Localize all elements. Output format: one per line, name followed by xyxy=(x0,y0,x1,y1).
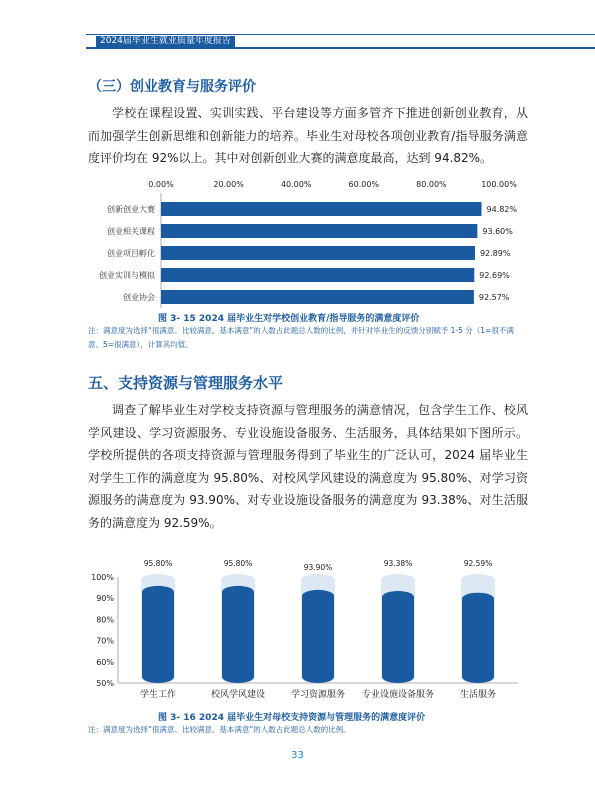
category-label: 专业设施设备服务 xyxy=(361,690,435,700)
figure-note-3-16: 注：满意度为选择“很满意、比较满意、基本满意”的人数占此题总人数的比例。 xyxy=(88,725,351,734)
data-label: 92.57% xyxy=(478,293,510,302)
bar xyxy=(382,591,414,683)
header-label: 2024届毕业生就业质量年度报告 xyxy=(96,36,235,47)
bar xyxy=(302,590,334,683)
support-services-satisfaction-chart xyxy=(88,556,528,706)
bar xyxy=(462,593,494,683)
data-label: 94.82% xyxy=(486,205,518,214)
x-tick-label: 0.00% xyxy=(148,180,174,189)
header-rule-bottom xyxy=(86,47,595,49)
bar xyxy=(161,224,477,238)
figure-caption-3-16: 图 3- 16 2024 届毕业生对母校支持资源与管理服务的满意度评价 xyxy=(158,713,426,723)
category-label: 学习资源服务 xyxy=(290,690,346,700)
header-rule-top xyxy=(86,34,595,35)
x-tick-label: 100.00% xyxy=(481,180,517,189)
y-tick-label: 70% xyxy=(96,636,114,646)
category-label: 学生工作 xyxy=(139,690,177,700)
y-tick-label: 50% xyxy=(96,679,114,688)
section-title-entrepreneurship: （三）创业教育与服务评价 xyxy=(88,79,256,95)
page-header xyxy=(86,34,595,48)
data-label: 92.89% xyxy=(479,249,511,258)
category-label: 创新创业大赛 xyxy=(107,205,155,214)
category-label: 校风学风建设 xyxy=(210,690,266,700)
data-label: 93.38% xyxy=(383,559,413,568)
category-label: 创业项目孵化 xyxy=(107,249,155,258)
figure-note-3-15: 注：满意度为选择“很满意、比较满意、基本满意”的人数占此题总人数的比例，并针对毕业生的反馈分别赋予 1-5 分（1=很不满意、5=很满意），计算其均值。 xyxy=(88,326,514,349)
bar xyxy=(222,586,254,683)
y-tick-label: 90% xyxy=(96,594,114,604)
category-label: 生活服务 xyxy=(459,690,497,700)
section-paragraph-support-resources: 调查了解毕业生对学校支持资源与管理服务的满意情况，包含学生工作、校风学风建设、学习资源服务、专业设施设备服务、生活服务，具体结果如下图所示。学校所提供的各项支持资源与管理服务得到了毕业生的广泛认可，2024 届毕业生对学生工作的满意度为 95.80%、对校风学风建设的满意度为 95.80%、对学习资源服务的满意度为 93.90%、对专业设施设备服务的满意度为 93.38%、对生活服务的满意度为 92.59%。 xyxy=(88,403,528,530)
bar xyxy=(161,202,481,216)
bar xyxy=(161,268,474,282)
page-number: 33 xyxy=(291,750,304,761)
x-tick-label: 60.00% xyxy=(348,180,380,189)
entrepreneurship-satisfaction-chart xyxy=(88,174,528,310)
y-tick-label: 60% xyxy=(96,657,114,667)
section-paragraph-entrepreneurship: 学校在课程设置、实训实践、平台建设等方面多管齐下推进创新创业教育，从而加强学生创新思维和创新能力的培养。毕业生对母校各项创业教育/指导服务满意度评价均在 92%以上。其中对创新创业大赛的满意度最高，达到 94.82%。 xyxy=(88,106,528,165)
x-tick-label: 80.00% xyxy=(416,180,447,189)
category-label: 创业协会 xyxy=(123,293,155,302)
data-label: 95.80% xyxy=(223,559,253,568)
category-label: 创业相关课程 xyxy=(107,227,155,236)
data-label: 92.59% xyxy=(463,559,493,568)
category-label: 创业实训与模拟 xyxy=(99,271,155,280)
x-tick-label: 20.00% xyxy=(213,180,244,189)
figure-caption-3-15: 图 3- 15 2024 届毕业生对学校创业教育/指导服务的满意度评价 xyxy=(158,314,420,324)
data-label: 92.69% xyxy=(479,271,510,280)
bar xyxy=(142,586,174,683)
x-tick-label: 40.00% xyxy=(280,180,312,189)
data-label: 93.60% xyxy=(482,227,513,236)
section-title-support-resources: 五、支持资源与管理服务水平 xyxy=(88,374,284,392)
y-tick-label: 80% xyxy=(96,615,114,625)
y-tick-label: 100% xyxy=(91,573,114,582)
data-label: 95.80% xyxy=(143,559,173,568)
data-label: 93.90% xyxy=(303,563,333,572)
bar xyxy=(161,290,474,304)
bar xyxy=(161,246,475,260)
